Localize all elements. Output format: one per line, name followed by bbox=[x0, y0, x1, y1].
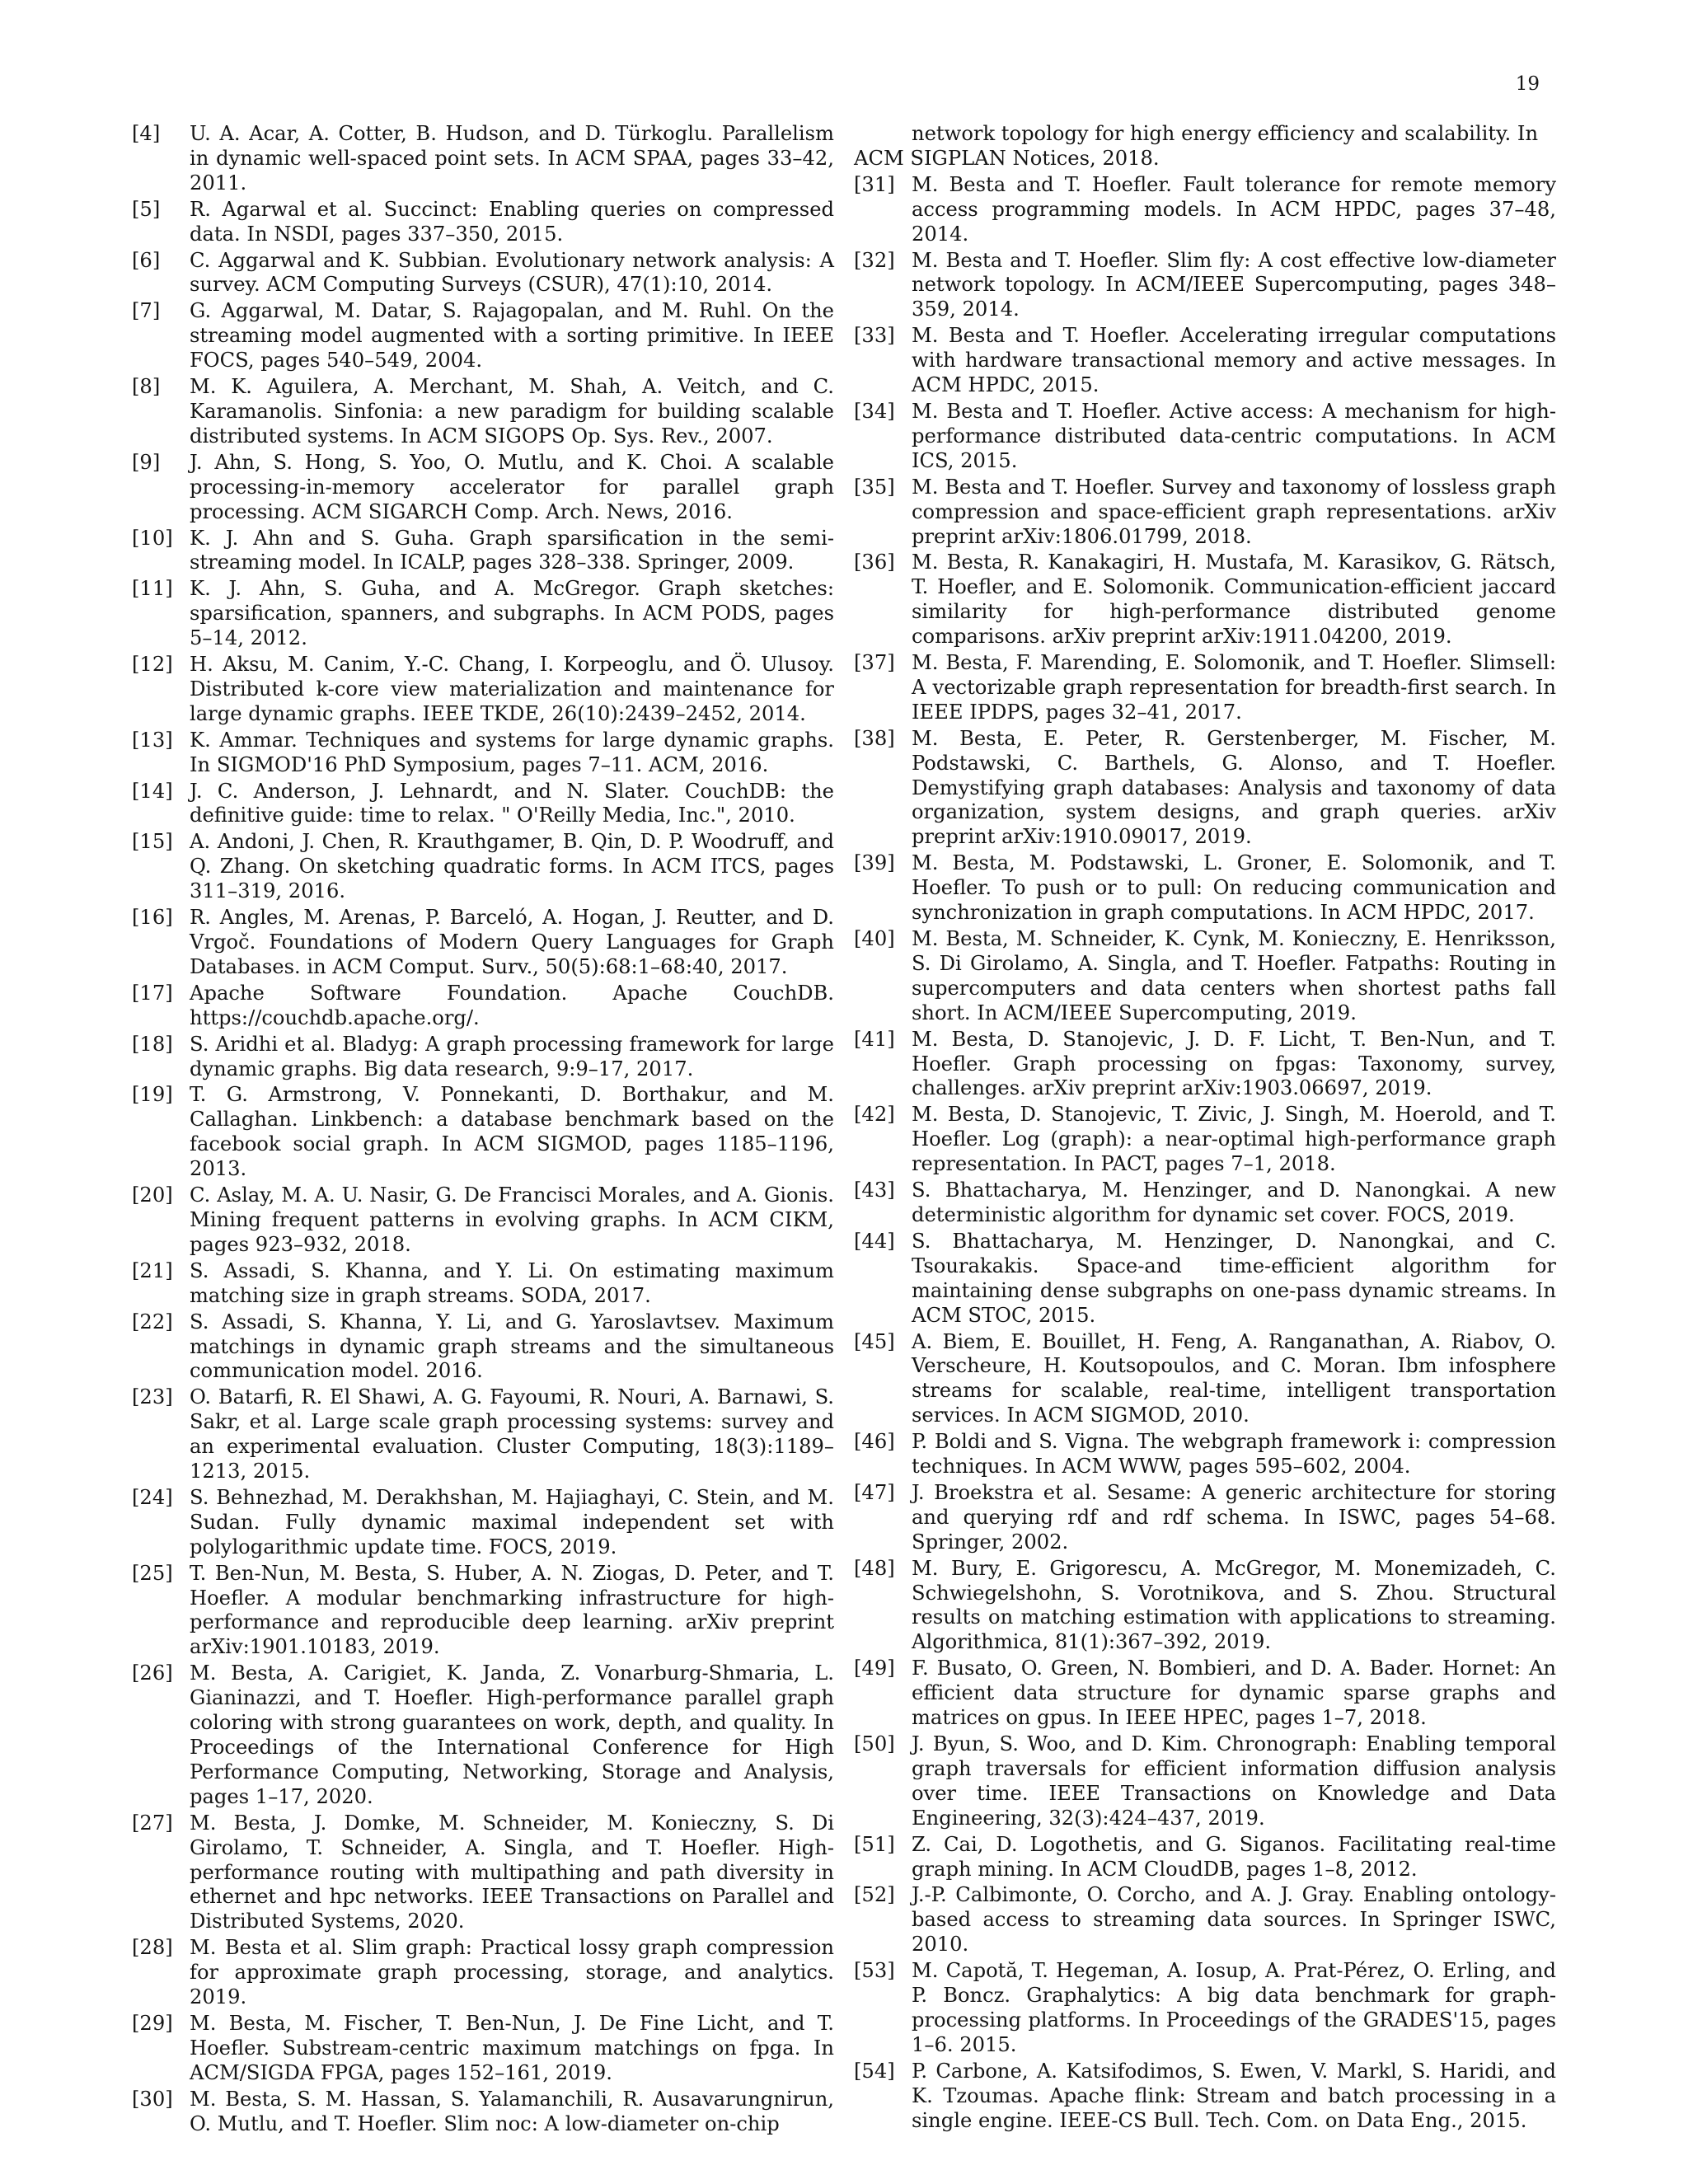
reference-entry bbox=[132, 906, 834, 980]
reference-entry bbox=[854, 1657, 1556, 1731]
reference-text: M. Besta, M. Podstawski, L. Groner, E. Solomonik, and T. Hoefler. To push or to pull: On reducing communication and synchronization in graph computations. In ACM HPDC, 2017. bbox=[912, 851, 1556, 925]
reference-entry bbox=[132, 729, 834, 778]
reference-number: [52] bbox=[854, 1883, 895, 1907]
reference-entry bbox=[132, 299, 834, 373]
reference-entry bbox=[132, 1486, 834, 1560]
reference-text: M. Capotă, T. Hegeman, A. Iosup, A. Prat-Pérez, O. Erling, and P. Boncz. Graphalytics: A big data benchmark for graph-processing platforms. In Proceedings of the GRADES'15, pages 1–6. 2015. bbox=[912, 1959, 1556, 2056]
reference-number: [50] bbox=[854, 1732, 895, 1755]
reference-text: M. Besta and T. Hoefler. Accelerating irregular computations with hardware transactional memory and active messages. In ACM HPDC, 2015. bbox=[912, 324, 1556, 397]
reference-text: A. Andoni, J. Chen, R. Krauthgamer, B. Qin, D. P. Woodruff, and Q. Zhang. On sketching quadratic forms. In ACM ITCS, pages 311–319, 2016. bbox=[190, 830, 834, 903]
reference-text: K. J. Ahn and S. Guha. Graph sparsification in the semi-streaming model. In ICALP, pages 328–338. Springer, 2009. bbox=[190, 526, 834, 574]
reference-number: [42] bbox=[854, 1103, 895, 1127]
reference-text: M. Besta, R. Kanakagiri, H. Mustafa, M. Karasikov, G. Rätsch, T. Hoefler, and E. Solomonik. Communication-efficient jaccard similarity for high-performance distributed genome comparisons. arXiv preprint arXiv:1911.04200, 2019. bbox=[912, 551, 1556, 649]
reference-number: [49] bbox=[854, 1657, 895, 1680]
reference-number: [22] bbox=[132, 1310, 173, 1333]
reference-entry bbox=[132, 198, 834, 247]
reference-text: A. Biem, E. Bouillet, H. Feng, A. Ranganathan, A. Riabov, O. Verscheure, H. Koutsopoulos, and C. Moran. Ibm infosphere streams for scalable, real-time, intelligent transportation services. In ACM SIGMOD, 2010. bbox=[912, 1329, 1556, 1427]
reference-entry bbox=[132, 1310, 834, 1385]
reference-entry bbox=[854, 1481, 1556, 1555]
reference-text: M. Besta, D. Stanojevic, J. D. F. Licht, T. Ben-Nun, and T. Hoefler. Graph processing on fpgas: Taxonomy, survey, challenges. arXiv preprint arXiv:1903.06697, 2019. bbox=[912, 1027, 1556, 1100]
reference-text: M. Besta, F. Marending, E. Solomonik, and T. Hoefler. Slimsell: A vectorizable graph representation for breadth-first search. In IEEE IPDPS, pages 32–41, 2017. bbox=[912, 651, 1556, 724]
reference-text: O. Batarfi, R. El Shawi, A. G. Fayoumi, R. Nouri, A. Barnawi, S. Sakr, et al. Large scale graph processing systems: survey and an experimental evaluation. Cluster Computing, 18(3):1189–1213, 2015. bbox=[190, 1385, 834, 1483]
reference-entry bbox=[132, 653, 834, 727]
reference-number: [44] bbox=[854, 1229, 895, 1253]
reference-entry bbox=[132, 2088, 834, 2137]
reference-number: [30] bbox=[132, 2087, 173, 2111]
reference-text: M. Besta, J. Domke, M. Schneider, M. Konieczny, S. Di Girolamo, T. Schneider, A. Singla, and T. Hoefler. High-performance routing with multipathing and path diversity in ethernet and hpc networks. IEEE Transactions on Parallel and Distributed Systems, 2020. bbox=[190, 1811, 834, 1933]
reference-number: [27] bbox=[132, 1811, 173, 1835]
reference-entry bbox=[854, 324, 1556, 398]
reference-text: P. Boldi and S. Vigna. The webgraph framework i: compression techniques. In ACM WWW, pages 595–602, 2004. bbox=[912, 1430, 1556, 1479]
reference-number: [25] bbox=[132, 1561, 173, 1585]
reference-entry bbox=[854, 1230, 1556, 1329]
reference-entry bbox=[854, 249, 1556, 323]
reference-number: [48] bbox=[854, 1556, 895, 1580]
reference-entry bbox=[854, 2060, 1556, 2134]
reference-text: S. Behnezhad, M. Derakhshan, M. Hajiaghayi, C. Stein, and M. Sudan. Fully dynamic maximal independent set with polylogarithmic update time. FOCS, 2019. bbox=[190, 1485, 834, 1558]
reference-entry bbox=[132, 1936, 834, 2010]
reference-number: [51] bbox=[854, 1832, 895, 1856]
reference-entry bbox=[854, 927, 1556, 1026]
reference-text: J. Broekstra et al. Sesame: A generic architecture for storing and querying rdf and rdf schema. In ISWC, pages 54–68. Springer, 2002. bbox=[912, 1480, 1556, 1554]
reference-number: [29] bbox=[132, 2011, 173, 2035]
reference-text: R. Angles, M. Arenas, P. Barceló, A. Hogan, J. Reutter, and D. Vrgoč. Foundations of Modern Query Languages for Graph Databases. in ACM Comput. Surv., 50(5):68:1–68:40, 2017. bbox=[190, 906, 834, 978]
reference-text: K. Ammar. Techniques and systems for large dynamic graphs. In SIGMOD'16 PhD Symposium, pages 7–11. ACM, 2016. bbox=[190, 728, 834, 776]
reference-number: [18] bbox=[132, 1032, 173, 1056]
reference-entry bbox=[132, 830, 834, 904]
reference-number: [43] bbox=[854, 1179, 895, 1202]
reference-number: [4] bbox=[132, 122, 161, 145]
reference-text: M. Besta, A. Carigiet, K. Janda, Z. Vonarburg-Shmaria, L. Gianinazzi, and T. Hoefler. High-performance parallel graph coloring with strong guarantees on work, depth, and quality. In Proceedings of the International Conference for High Performance Computing, Networking, Storage and Analysis, pages 1–17, 2020. bbox=[190, 1661, 834, 1808]
reference-entry bbox=[132, 1562, 834, 1661]
reference-number: [10] bbox=[132, 526, 173, 550]
reference-number: [24] bbox=[132, 1485, 173, 1509]
reference-number: [39] bbox=[854, 851, 895, 875]
reference-entry bbox=[854, 1103, 1556, 1177]
reference-text: Z. Cai, D. Logothetis, and G. Siganos. Facilitating real-time graph mining. In ACM CloudDB, pages 1–8, 2012. bbox=[912, 1832, 1556, 1881]
reference-number: [36] bbox=[854, 551, 895, 574]
references-right-column bbox=[854, 122, 1556, 2135]
reference-text: M. Besta et al. Slim graph: Practical lossy graph compression for approximate graph processing, storage, and analytics. 2019. bbox=[190, 1936, 834, 2009]
reference-number: [47] bbox=[854, 1480, 895, 1504]
reference-entry bbox=[132, 122, 834, 196]
reference-entry bbox=[132, 780, 834, 829]
reference-text: U. A. Acar, A. Cotter, B. Hudson, and D. Türkoglu. Parallelism in dynamic well-spaced point sets. In ACM SPAA, pages 33–42, 2011. bbox=[190, 122, 834, 194]
reference-number: [26] bbox=[132, 1661, 173, 1685]
reference-entry bbox=[854, 1179, 1556, 1228]
reference-text: M. Besta, D. Stanojevic, T. Zivic, J. Singh, M. Hoerold, and T. Hoefler. Log (graph): a near-optimal high-performance graph representation. In PACT, pages 7–1, 2018. bbox=[912, 1103, 1556, 1176]
reference-entry bbox=[132, 577, 834, 651]
reference-text: M. Bury, E. Grigorescu, A. McGregor, M. Monemizadeh, C. Schwiegelshohn, S. Vorotnikova, and S. Zhou. Structural results on matching estimation with applications to streaming. Algorithmica, 81(1):367–392, 2019. bbox=[912, 1556, 1556, 1654]
reference-text: G. Aggarwal, M. Datar, S. Rajagopalan, and M. Ruhl. On the streaming model augmented with a sorting primitive. In IEEE FOCS, pages 540–549, 2004. bbox=[190, 299, 834, 373]
reference-number: [34] bbox=[854, 399, 895, 423]
reference-number: [11] bbox=[132, 577, 173, 601]
reference-text: M. Besta, M. Schneider, K. Cynk, M. Konieczny, E. Henriksson, S. Di Girolamo, A. Singla, and T. Hoefler. Fatpaths: Routing in supercomputers and data centers when shortest paths fall short. In ACM/IEEE Supercomputing, 2019. bbox=[912, 927, 1556, 1024]
reference-text: S. Assadi, S. Khanna, and Y. Li. On estimating maximum matching size in graph streams. SODA, 2017. bbox=[190, 1258, 834, 1307]
reference-text: M. K. Aguilera, A. Merchant, M. Shah, A. Veitch, and C. Karamanolis. Sinfonia: a new paradigm for building scalable distributed systems. In ACM SIGOPS Op. Sys. Rev., 2007. bbox=[190, 375, 834, 448]
reference-entry bbox=[854, 1557, 1556, 1656]
reference-entry bbox=[132, 2012, 834, 2086]
reference-entry bbox=[854, 1883, 1556, 1957]
reference-text: M. Besta, M. Fischer, T. Ben-Nun, J. De Fine Licht, and T. Hoefler. Substream-centric maximum matchings on fpga. In ACM/SIGDA FPGA, pages 152–161, 2019. bbox=[190, 2011, 834, 2084]
reference-text: M. Besta and T. Hoefler. Fault tolerance for remote memory access programming models. In ACM HPDC, pages 37–48, 2014. bbox=[912, 172, 1556, 246]
reference-entry bbox=[132, 982, 834, 1031]
references-left-column bbox=[132, 122, 834, 2139]
reference-number: [35] bbox=[854, 475, 895, 499]
reference-number: [28] bbox=[132, 1936, 173, 1960]
reference-entry bbox=[854, 727, 1556, 851]
reference-number: [8] bbox=[132, 375, 161, 399]
reference-number: [14] bbox=[132, 779, 173, 803]
reference-number: [46] bbox=[854, 1430, 895, 1454]
reference-text: K. J. Ahn, S. Guha, and A. McGregor. Graph sketches: sparsification, spanners, and subgraphs. In ACM PODS, pages 5–14, 2012. bbox=[190, 577, 834, 650]
reference-text: H. Aksu, M. Canim, Y.-C. Chang, I. Korpeoglu, and Ö. Ulusoy. Distributed k-core view materialization and maintenance for large dynamic graphs. IEEE TKDE, 26(10):2439–2452, 2014. bbox=[190, 653, 834, 725]
reference-text: J. Ahn, S. Hong, S. Yoo, O. Mutlu, and K. Choi. A scalable processing-in-memory accelerator for parallel graph processing. ACM SIGARCH Comp. Arch. News, 2016. bbox=[190, 450, 834, 523]
reference-text: S. Aridhi et al. Bladyg: A graph processing framework for large dynamic graphs. Big data research, 9:9–17, 2017. bbox=[190, 1032, 834, 1080]
reference-number: [33] bbox=[854, 324, 895, 348]
reference-text: network topology for high energy efficiency and scalability. In ACM SIGPLAN Notices, 2018. bbox=[854, 122, 1539, 170]
reference-text: Apache Software Foundation. Apache CouchDB. https://couchdb.apache.org/. bbox=[190, 981, 834, 1029]
reference-number: [32] bbox=[854, 248, 895, 272]
reference-entry bbox=[132, 1033, 834, 1082]
reference-text: C. Aslay, M. A. U. Nasir, G. De Francisci Morales, and A. Gionis. Mining frequent patterns in evolving graphs. In ACM CIKM, pages 923–932, 2018. bbox=[190, 1183, 834, 1256]
reference-text: J. Byun, S. Woo, and D. Kim. Chronograph: Enabling temporal graph traversals for efficient information diffusion analysis over time. IEEE Transactions on Knowledge and Data Engineering, 32(3):424–437, 2019. bbox=[912, 1732, 1556, 1830]
reference-number: [16] bbox=[132, 906, 173, 930]
page-number: 19 bbox=[1515, 73, 1540, 95]
reference-entry bbox=[132, 1385, 834, 1484]
reference-entry bbox=[854, 1959, 1556, 2058]
reference-number: [13] bbox=[132, 728, 173, 752]
reference-entry bbox=[132, 451, 834, 525]
reference-number: [38] bbox=[854, 726, 895, 750]
reference-entry bbox=[854, 651, 1556, 725]
reference-number: [21] bbox=[132, 1258, 173, 1282]
reference-entry bbox=[854, 173, 1556, 247]
reference-entry bbox=[854, 1430, 1556, 1479]
reference-text: M. Besta and T. Hoefler. Survey and taxonomy of lossless graph compression and space-efficient graph representations. arXiv preprint arXiv:1806.01799, 2018. bbox=[912, 475, 1556, 548]
reference-entry bbox=[132, 1083, 834, 1182]
reference-entry bbox=[854, 1330, 1556, 1429]
reference-number: [5] bbox=[132, 197, 161, 221]
reference-entry bbox=[132, 527, 834, 576]
reference-number: [23] bbox=[132, 1385, 173, 1409]
reference-entry bbox=[132, 375, 834, 449]
reference-text: F. Busato, O. Green, N. Bombieri, and D. A. Bader. Hornet: An efficient data structure for dynamic sparse graphs and matrices on gpus. In IEEE HPEC, pages 1–7, 2018. bbox=[912, 1657, 1556, 1730]
reference-text: S. Bhattacharya, M. Henzinger, and D. Nanongkai. A new deterministic algorithm for dynamic set cover. FOCS, 2019. bbox=[912, 1179, 1556, 1226]
reference-number: [9] bbox=[132, 450, 161, 474]
reference-text: P. Carbone, A. Katsifodimos, S. Ewen, V. Markl, S. Haridi, and K. Tzoumas. Apache flink: Stream and batch processing in a single engine. IEEE-CS Bull. Tech. Com. on Data Eng., 2015. bbox=[912, 2059, 1556, 2132]
reference-text: R. Agarwal et al. Succinct: Enabling queries on compressed data. In NSDI, pages 337–350, 2015. bbox=[190, 197, 834, 246]
reference-entry bbox=[854, 551, 1556, 649]
reference-number: [6] bbox=[132, 248, 161, 272]
reference-text: C. Aggarwal and K. Subbian. Evolutionary network analysis: A survey. ACM Computing Surveys (CSUR), 47(1):10, 2014. bbox=[190, 248, 834, 297]
reference-number: [20] bbox=[132, 1183, 173, 1207]
reference-number: [12] bbox=[132, 653, 173, 677]
reference-entry bbox=[132, 1811, 834, 1935]
reference-text: S. Assadi, S. Khanna, Y. Li, and G. Yaroslavtsev. Maximum matchings in dynamic graph streams and the simultaneous communication model. 2016. bbox=[190, 1310, 834, 1383]
reference-number: [31] bbox=[854, 172, 895, 196]
reference-number: [17] bbox=[132, 981, 173, 1005]
reference-entry bbox=[132, 1661, 834, 1809]
reference-number: [15] bbox=[132, 830, 173, 854]
reference-text: J.-P. Calbimonte, O. Corcho, and A. J. Gray. Enabling ontology-based access to streaming data sources. In Springer ISWC, 2010. bbox=[912, 1883, 1556, 1957]
reference-entry bbox=[854, 1833, 1556, 1882]
reference-text: M. Besta, E. Peter, R. Gerstenberger, M. Fischer, M. Podstawski, C. Barthels, G. Alonso, and T. Hoefler. Demystifying graph databases: Analysis and taxonomy of data organization, system designs, and graph queries. arXiv preprint arXiv:1910.09017, 2019. bbox=[912, 726, 1556, 849]
reference-text: M. Besta and T. Hoefler. Slim fly: A cost effective low-diameter network topology. In ACM/IEEE Supercomputing, pages 348–359, 2014. bbox=[912, 248, 1556, 321]
reference-entry bbox=[854, 1732, 1556, 1831]
reference-text: M. Besta and T. Hoefler. Active access: A mechanism for high-performance distributed data-centric computations. In ACM ICS, 2015. bbox=[912, 399, 1556, 472]
reference-number: [45] bbox=[854, 1329, 895, 1353]
reference-number: [37] bbox=[854, 651, 895, 675]
reference-text: S. Bhattacharya, M. Henzinger, D. Nanongkai, and C. Tsourakakis. Space-and time-efficient algorithm for maintaining dense subgraphs on one-pass dynamic streams. In ACM STOC, 2015. bbox=[912, 1229, 1556, 1327]
reference-entry bbox=[854, 1028, 1556, 1102]
reference-number: [41] bbox=[854, 1027, 895, 1051]
reference-entry bbox=[132, 1183, 834, 1258]
reference-text: J. C. Anderson, J. Lehnardt, and N. Slater. CouchDB: the definitive guide: time to relax. " O'Reilly Media, Inc.", 2010. bbox=[190, 779, 834, 827]
reference-text: M. Besta, S. M. Hassan, S. Yalamanchili, R. Ausavarungnirun, O. Mutlu, and T. Hoefler. Slim noc: A low-diameter on-chip bbox=[190, 2087, 834, 2135]
reference-number: [7] bbox=[132, 299, 161, 323]
reference-entry bbox=[854, 400, 1556, 474]
reference-number: [53] bbox=[854, 1959, 895, 1983]
reference-entry bbox=[132, 249, 834, 298]
reference-entry bbox=[132, 1259, 834, 1309]
reference-number: [19] bbox=[132, 1083, 173, 1107]
reference-number: [54] bbox=[854, 2059, 895, 2083]
reference-entry bbox=[854, 851, 1556, 926]
reference-entry bbox=[854, 122, 1556, 171]
reference-number: [40] bbox=[854, 927, 895, 950]
reference-entry bbox=[854, 476, 1556, 550]
reference-text: T. Ben-Nun, M. Besta, S. Huber, A. N. Ziogas, D. Peter, and T. Hoefler. A modular benchmarking infrastructure for high-performance and reproducible deep learning. arXiv preprint arXiv:1901.10183, 2019. bbox=[190, 1561, 834, 1659]
reference-text: T. G. Armstrong, V. Ponnekanti, D. Borthakur, and M. Callaghan. Linkbench: a database benchmark based on the facebook social graph. In ACM SIGMOD, pages 1185–1196, 2013. bbox=[190, 1083, 834, 1181]
